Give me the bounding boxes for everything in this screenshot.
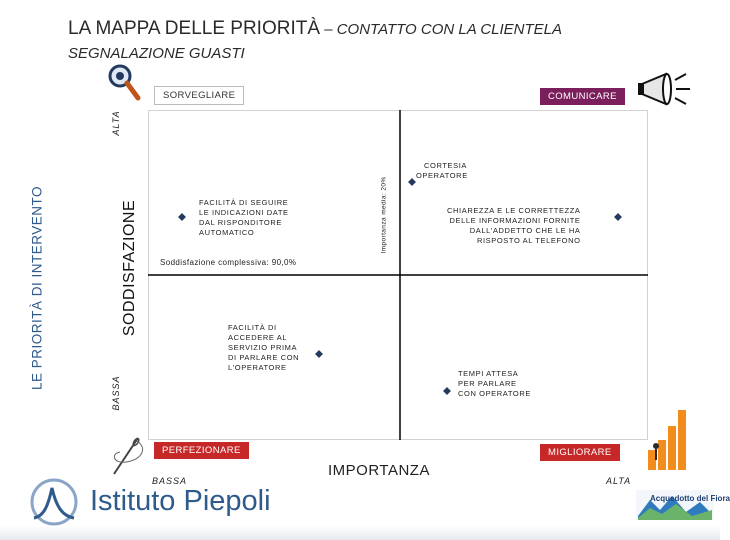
footer-bar xyxy=(0,526,720,540)
title-suffix: – CONTATTO CON LA CLIENTELA xyxy=(320,21,563,38)
acquedotto-logo xyxy=(636,490,730,520)
point-label-line: FACILITÀ DI xyxy=(228,323,277,332)
point-label-line: OPERATORE xyxy=(416,171,468,180)
quadrant-comunicare: COMUNICARE xyxy=(540,88,625,105)
growth-chart-icon xyxy=(646,400,692,472)
y-high-label: ALTA xyxy=(111,110,121,136)
point-label-line: L'OPERATORE xyxy=(228,363,287,372)
mean-importance-label: Importanza media: 20% xyxy=(380,176,388,254)
quadrant-migliorare: MIGLIORARE xyxy=(540,444,620,461)
point-label-line: LE INDICAZIONI DATE xyxy=(199,208,289,217)
point-label-chiarezza xyxy=(447,206,581,246)
point-label-line: SERVIZIO PRIMA xyxy=(228,343,298,352)
piepoli-logo-text: Istituto Piepoli xyxy=(90,485,271,517)
x-high-label: ALTA xyxy=(606,476,632,486)
piepoli-logo-icon xyxy=(22,476,86,528)
point-label-line: CON OPERATORE xyxy=(458,389,531,398)
page-subtitle: SEGNALAZIONE GUASTI xyxy=(68,45,245,62)
megaphone-icon xyxy=(636,70,694,110)
quadrant-perfezionare: PERFEZIONARE xyxy=(154,442,249,459)
point-label-tempi xyxy=(458,369,531,399)
needle-thread-icon xyxy=(104,434,150,478)
point-label-line: DELLE INFORMAZIONI FORNITE xyxy=(449,216,581,225)
priority-matrix xyxy=(148,110,648,440)
point-label-line: DAL RISPONDITORE xyxy=(199,218,282,227)
x-low-label: BASSA xyxy=(152,476,188,486)
point-label-line: PER PARLARE xyxy=(458,379,517,388)
title-main: LA MAPPA DELLE PRIORITÀ xyxy=(68,18,321,39)
point-label-accedere xyxy=(228,323,299,373)
point-label-line: CORTESIA xyxy=(424,161,468,170)
point-label-line: FACILITÀ DI SEGUIRE xyxy=(199,198,289,207)
y-low-label: BASSA xyxy=(111,375,121,411)
magnifier-icon xyxy=(106,62,142,102)
point-label-line: CHIAREZZA E LE CORRETTEZZA xyxy=(447,206,581,215)
point-label-line: RISPOSTO AL TELEFONO xyxy=(476,236,581,245)
mean-satisfaction-label: Soddisfazione complessiva: 90,0% xyxy=(160,258,297,267)
x-axis-title: IMPORTANZA xyxy=(328,462,430,479)
quadrant-sorvegliare: SORVEGLIARE xyxy=(154,86,244,105)
point-label-line: TEMPI ATTESA xyxy=(458,369,519,378)
point-label-line: AUTOMATICO xyxy=(199,228,255,237)
page-title xyxy=(68,18,562,40)
point-label-line: DALL'ADDETTO CHE LE HA xyxy=(469,226,581,235)
priority-axis-label: LE PRIORITÀ DI INTERVENTO xyxy=(29,185,45,391)
y-axis-title: SODDISFAZIONE xyxy=(121,199,138,337)
point-label-risponditore xyxy=(199,198,289,238)
point-label-cortesia xyxy=(416,161,468,181)
acquedotto-logo-text: Acquedotto del Fiora xyxy=(650,494,730,503)
point-label-line: DI PARLARE CON xyxy=(228,353,300,362)
point-label-line: ACCEDERE AL xyxy=(228,333,288,342)
